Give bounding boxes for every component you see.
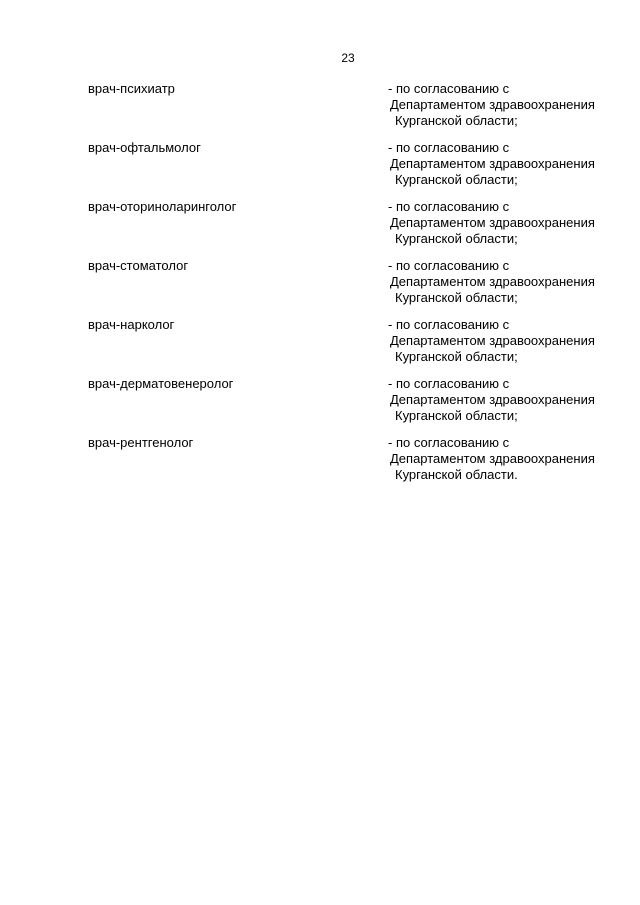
approval-note xyxy=(388,317,628,365)
approval-note-line: Курганской области; xyxy=(395,349,518,364)
approval-note-line: Курганской области; xyxy=(395,172,518,187)
approval-note-line: Департаментом здравоохранения xyxy=(390,274,595,289)
specialist-role: врач-нарколог xyxy=(88,317,175,332)
approval-note-line: Курганской области; xyxy=(395,408,518,423)
approval-note-line: - по согласованию с xyxy=(388,199,510,214)
approval-note-line: - по согласованию с xyxy=(388,376,510,391)
approval-note-line: Курганской области; xyxy=(395,290,518,305)
specialist-role: врач-дерматовенеролог xyxy=(88,376,234,391)
approval-note-line: Департаментом здравоохранения xyxy=(390,333,595,348)
list-item xyxy=(0,199,640,258)
approval-note xyxy=(388,435,628,483)
approval-note-line: - по согласованию с xyxy=(388,258,510,273)
approval-note-line: - по согласованию с xyxy=(388,435,510,450)
list-item xyxy=(0,435,640,494)
approval-note-line: Курганской области; xyxy=(395,231,518,246)
approval-note-line: - по согласованию с xyxy=(388,140,510,155)
approval-note xyxy=(388,140,628,188)
list-item xyxy=(0,81,640,140)
approval-note-line: - по согласованию с xyxy=(388,81,510,96)
specialist-role: врач-оториноларинголог xyxy=(88,199,237,214)
specialist-role: врач-рентгенолог xyxy=(88,435,194,450)
specialist-list xyxy=(0,81,640,494)
approval-note-line: Департаментом здравоохранения xyxy=(390,451,595,466)
list-item xyxy=(0,258,640,317)
approval-note xyxy=(388,81,628,129)
approval-note xyxy=(388,376,628,424)
list-item xyxy=(0,317,640,376)
approval-note-line: Департаментом здравоохранения xyxy=(390,97,595,112)
approval-note xyxy=(388,258,628,306)
approval-note-line: Департаментом здравоохранения xyxy=(390,156,595,171)
approval-note-line: - по согласованию с xyxy=(388,317,510,332)
specialist-role: врач-офтальмолог xyxy=(88,140,201,155)
specialist-role: врач-психиатр xyxy=(88,81,175,96)
list-item xyxy=(0,376,640,435)
page-number: 23 xyxy=(341,51,355,65)
approval-note xyxy=(388,199,628,247)
list-item xyxy=(0,140,640,199)
approval-note-line: Курганской области. xyxy=(395,467,518,482)
specialist-role: врач-стоматолог xyxy=(88,258,189,273)
approval-note-line: Курганской области; xyxy=(395,113,518,128)
approval-note-line: Департаментом здравоохранения xyxy=(390,392,595,407)
approval-note-line: Департаментом здравоохранения xyxy=(390,215,595,230)
